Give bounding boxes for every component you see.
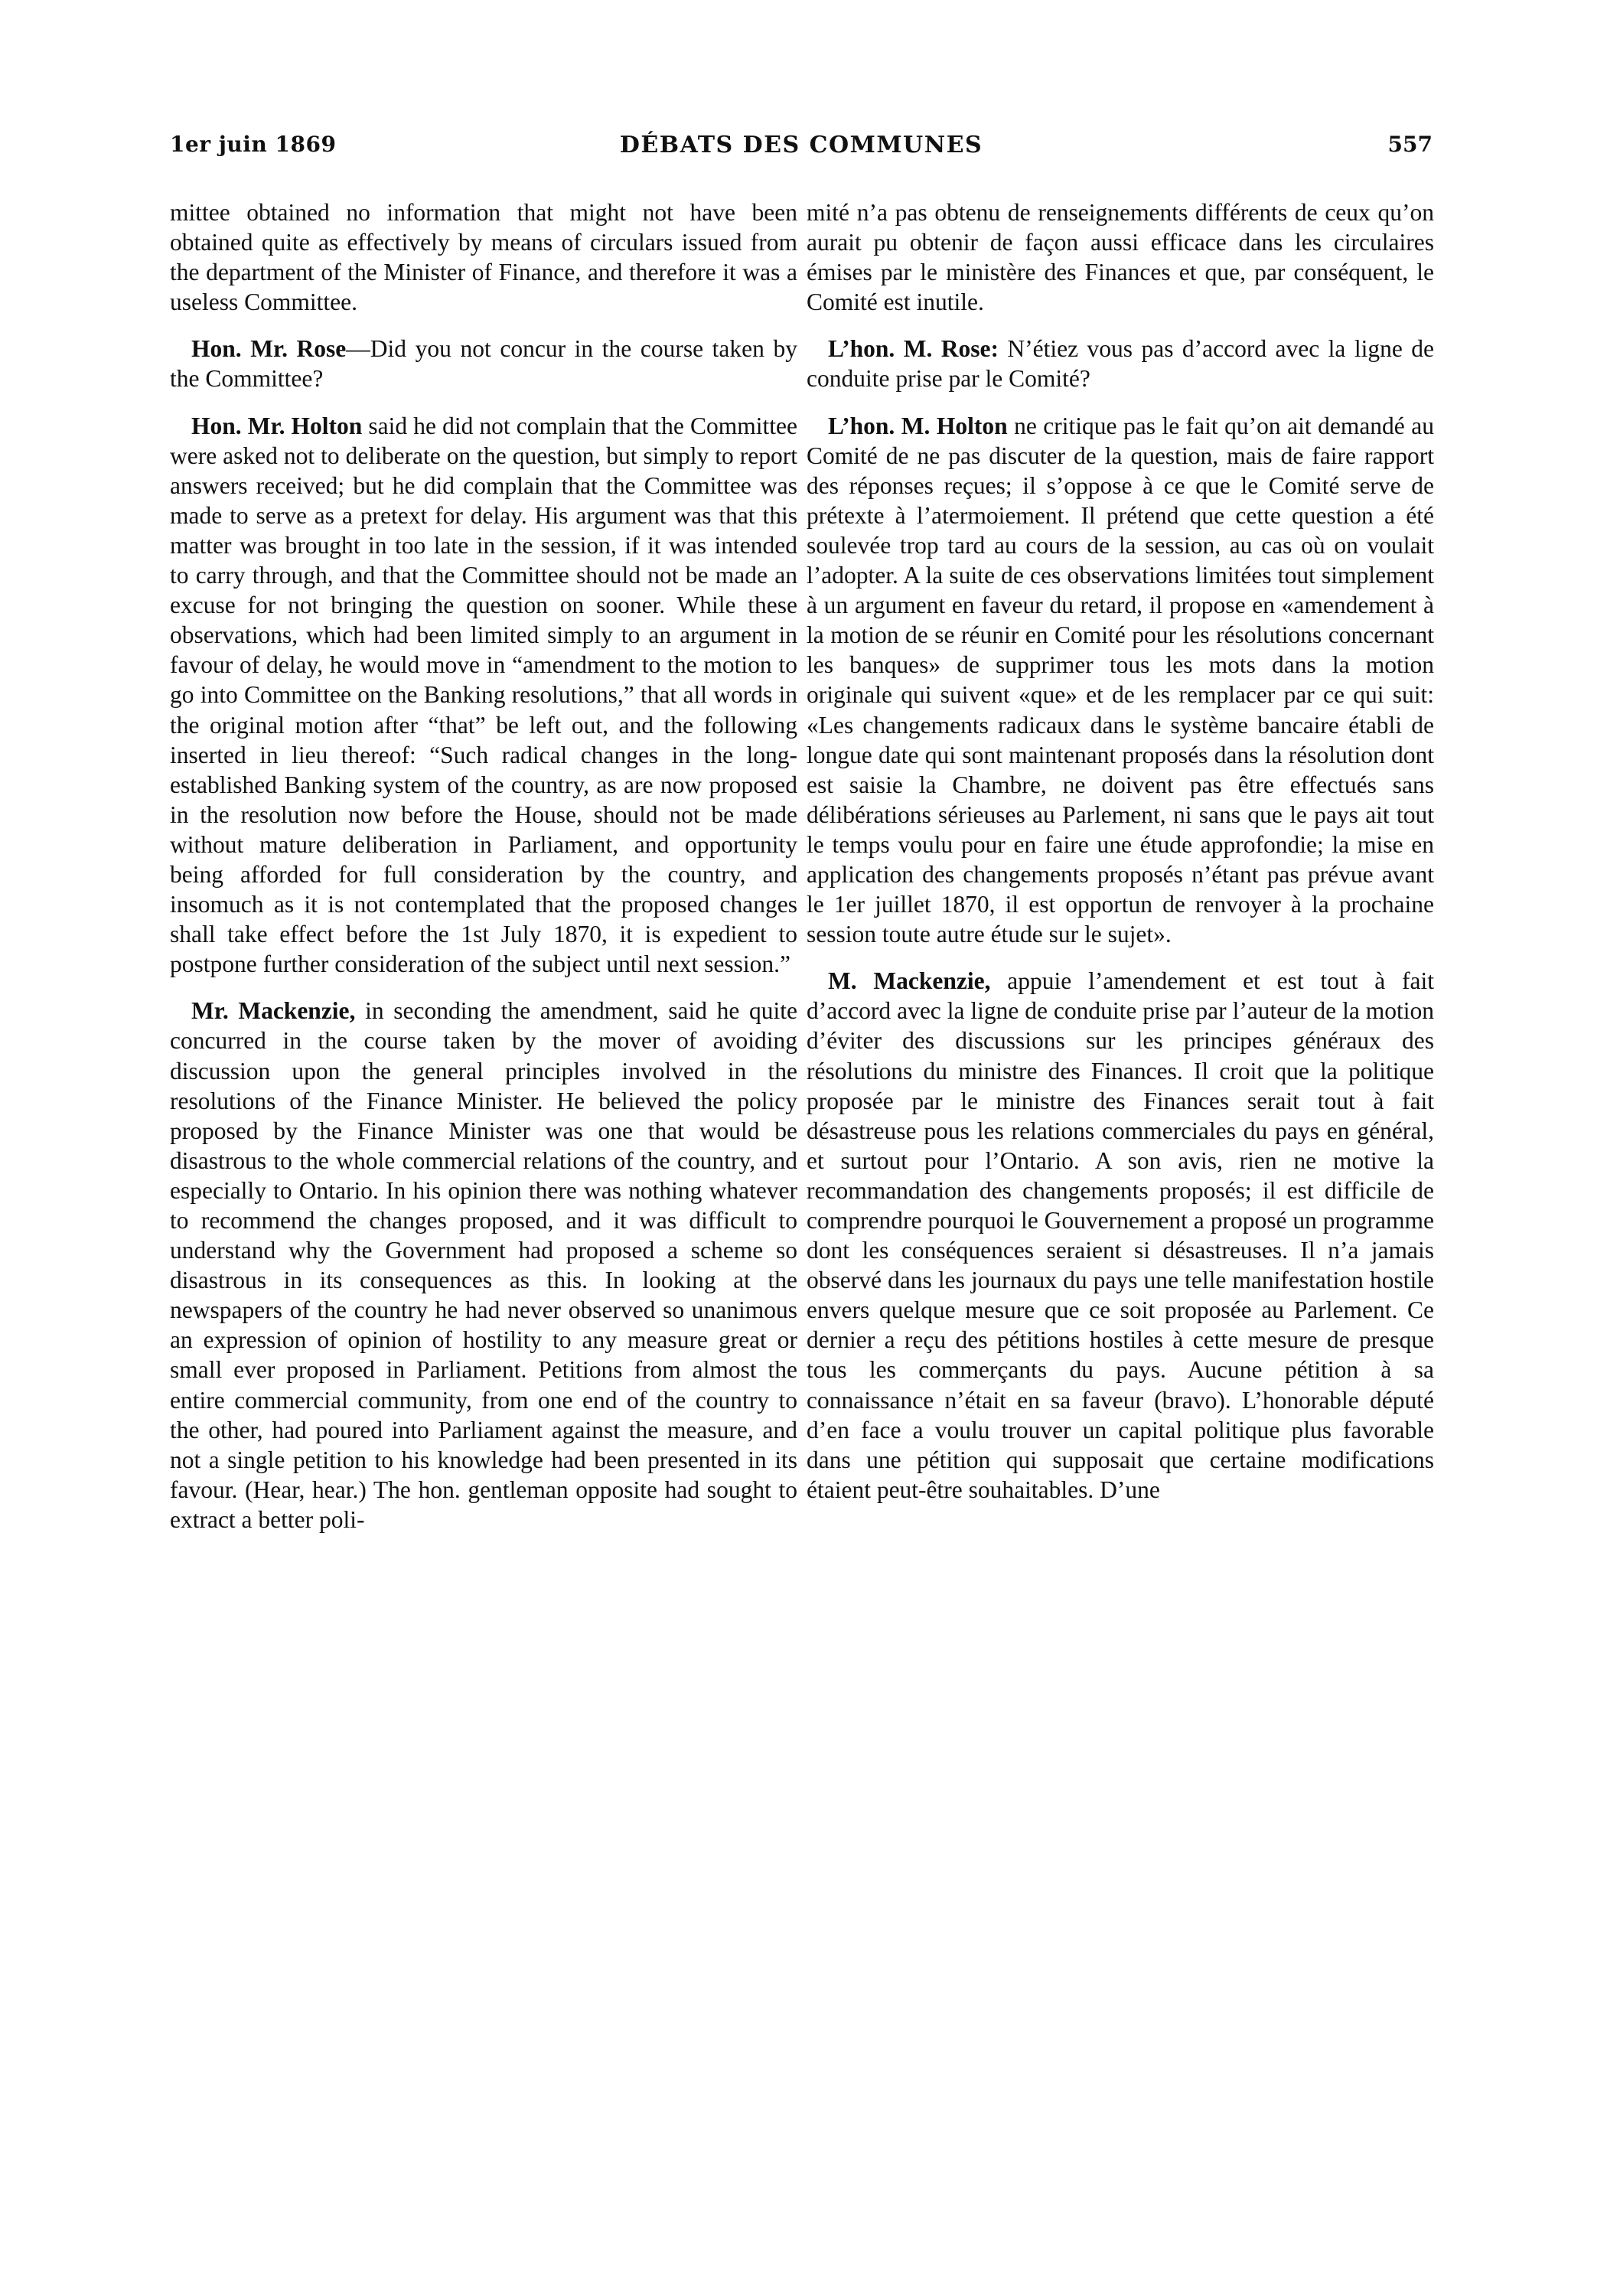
paragraph [170,197,797,317]
paragraph-text: appuie l’amendement et est tout à fait d’accord avec la ligne de conduite prise par l’auteur de la motion d’éviter des discussions sur les principes généraux des résolutions du ministre des Finances. Il croit que la politique proposée par le ministre des Finances serait tout à fait désastreuse pous les relations commerciales du pays en général, et surtout pour l’Ontario. A son avis, rien ne motive la recommandation des changements proposés; il est difficile de comprendre pourquoi le Gouvernement a proposé un programme dont les conséquences seraient si désastreuses. Il n’a jamais observé dans les journaux du pays une telle manifestation hostile envers quelque mesure que ce soit proposée au Parlement. Ce dernier a reçu des pétitions hostiles à cette mesure de presque tous les commerçants du pays. Aucune pétition à sa connaissance n’était en sa faveur (bravo). L’honorable député d’en face a voulu trouver un capital politique plus favorable dans une pétition qui supposait que certaine modifications étaient peut-être souhaitables. D’une [807,967,1434,1503]
paragraph-text: ne critique pas le fait qu’on ait demandé au Comité de ne pas discuter de la question, mais de faire rapport des réponses reçues; il s’oppose à ce que le Comité serve de prétexte à l’atermoiement. Il prétend que cette question a été soulevée trop tard au cours de la session, au cas où on voulait l’adopter. A la suite de ces observations limitées tout simplement à un argument en faveur du retard, il propose en «amendement à la motion de se réunir en Comité pour les résolutions concernant les banques» de supprimer tous les mots dans la motion originale qui suivent «que» et de les remplacer par ce qui suit: «Les changements radicaux dans le système bancaire établi de longue date qui sont maintenant proposés dans la résolution dont est saisie la Chambre, ne doivent pas être effectués sans délibérations sérieuses au Parlement, ni sans que le pays ait tout le temps voulu pour en faire une étude approfondie; la mise en application des changements proposés n’étant pas prévue avant le 1er juillet 1870, il est opportun de renvoyer à la prochaine session toute autre étude sur le sujet». [807,412,1434,948]
paragraph-text: mité n’a pas obtenu de renseignements différents de ceux qu’on aurait pu obtenir de façon aussi efficace dans les circulaires émises par le ministère des Finances et que, par conséquent, le Comité est inutile. [807,199,1434,316]
paragraph [807,197,1434,317]
page-number: 557 [1387,132,1433,157]
paragraph-text: mittee obtained no information that might not have been obtained quite as effectively by means of circulars issued from the department of the Minister of Finance, and therefore it was a useless Committee. [170,199,797,316]
page-header [170,132,1433,165]
english-column [170,197,797,1551]
speaker-name: M. Mackenzie, [828,967,991,995]
paragraph [807,334,1434,393]
paragraph [807,966,1434,1505]
paragraph-text: in seconding the amendment, said he quite concurred in the course taken by the mover of avoiding discussion upon the general principles involved in the resolutions of the Finance Minister. He believed the policy proposed by the Finance Minister was one that would be disastrous to the whole commercial relations of the country, and especially to Ontario. In his opinion there was nothing whatever to recommend the changes proposed, and it was difficult to understand why the Government had proposed a scheme so disastrous in its consequences as this. In looking at the newspapers of the country he had never observed so unanimous an expression of opinion of hostility to any measure great or small ever proposed in Parliament. Petitions from almost the entire commercial community, from one end of the country to the other, had poured into Parliament against the measure, and not a single petition to his knowledge had been presented in its favour. (Hear, hear.) The hon. gentleman opposite had sought to extract a better poli- [170,997,797,1533]
paragraph [807,411,1434,950]
speaker-name: Hon. Mr. Rose [191,335,347,363]
speaker-name: Mr. Mackenzie, [191,997,356,1025]
french-column [807,197,1434,1521]
speaker-name: L’hon. M. Rose: [828,335,999,363]
paragraph-text: —Did you not concur in the course taken by the Committee? [170,335,797,393]
header-title: DÉBATS DES COMMUNES [619,132,983,158]
header-date: 1er juin 1869 [170,132,337,157]
speaker-name: Hon. Mr. Holton [191,412,363,439]
paragraph-text: N’étiez vous pas d’accord avec la ligne de conduite prise par le Comité? [807,335,1434,393]
paragraph [170,411,797,980]
speaker-name: L’hon. M. Holton [828,412,1008,439]
paragraph-text: said he did not complain that the Committee were asked not to deliberate on the question, but simply to report answers received; but he did complain that the Committee was made to serve as a pretext for delay. His argument was that this matter was brought in too late in the session, if it was intended to carry through, and that the Committee should not be made an excuse for not bringing the question on sooner. While these observations, which had been limited simply to an argument in favour of delay, he would move in “amendment to the motion to go into Committee on the Banking resolutions,” that all words in the original motion after “that” be left out, and the following inserted in lieu thereof: “Such radical changes in the long-established Banking system of the country, as are now proposed in the resolution now before the House, should not be made without mature deliberation in Parliament, and opportunity being afforded for full consideration by the country, and insomuch as it is not contemplated that the proposed changes shall take effect before the 1st July 1870, it is expedient to postpone further consideration of the subject until next session.” [170,412,797,978]
paragraph [170,334,797,393]
paragraph [170,996,797,1534]
